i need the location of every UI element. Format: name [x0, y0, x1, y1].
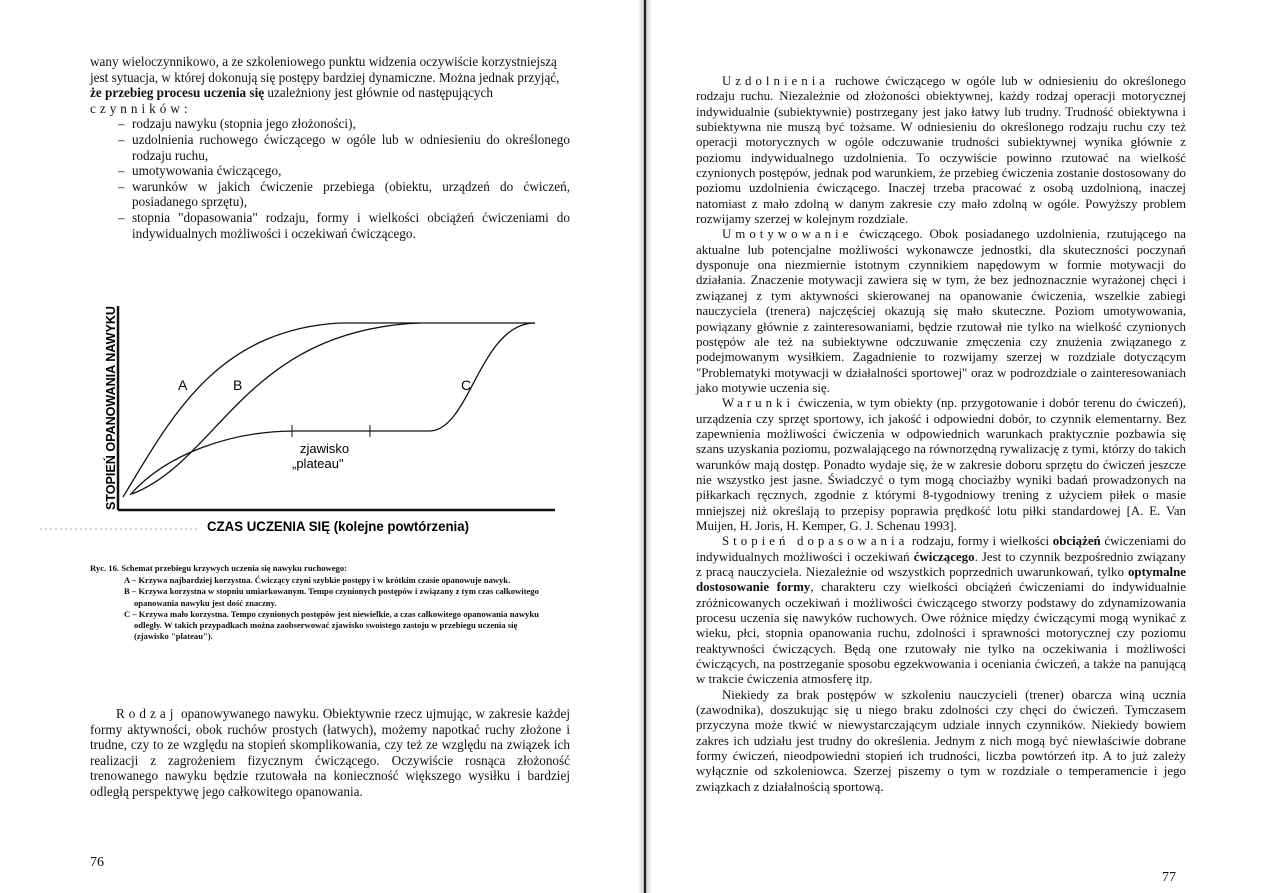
uzdolnienia-word: Uzdolnienia [722, 74, 829, 88]
right-page [652, 0, 1263, 893]
caption-item-c: C – Krzywa mało korzystna. Tempo czynionych postępów jest niewielkie, a czas całkowitego opanowania nawyku odległy. W takich przypadkach można zaobserwować zjawisko swoistego zastoju w przebiegu uczenia się (zjawisko "plateau"). [124, 608, 539, 642]
list-item: – umotywowania ćwiczącego, [118, 163, 570, 179]
list-item: – stopnia "dopasowania" rodzaju, formy i wielkości obciążeń ćwiczeniami do indywidualnych możliwości i oczekiwań ćwiczącego. [118, 210, 570, 241]
plateau-label-line-1: zjawisko [300, 441, 350, 456]
umotywowanie-text: ćwiczącego. Obok posiadanego uzdolnienia, rzutującego na aktualne lub potencjalne możliwości wykonawcze jednostki, dla skuteczności poczynań dysponuje ona niezmiernie istotnym czynnikiem napędowym w formie motywacji do działania. Znaczenie motywacji zawiera się w tym, że bez jednoznacznie wyrażonej chęci i związanej z tym aktywności skierowanej na opanowanie ćwiczenia, wszelkie zabiegi nauczyciela (trenera) najczęściej okazują się mało skuteczne. Poziom umotywowania, powiązany głównie z zainteresowaniami, będzie rzutował nie tylko na wielkość czynionych postępów ale też na subiektywne odczuwanie zmęczenia czy znużenia związanego z podejmowanym wysiłkiem. Zagadnienie to rozwijamy szerzej w rozdziale dotyczącym "Problematyki motywacji w działalności sportowej" oraz w podrozdziale o zainteresowaniach jako motywie uczenia się. [696, 227, 1186, 395]
stopien-text-a: rodzaju, formy i wielkości [908, 534, 1053, 549]
x-axis-label: CZAS UCZENIA SIĘ (kolejne powtórzenia) [207, 519, 469, 534]
paragraph-stopien [696, 534, 1186, 687]
caption-head: Ryc. 16. Schemat przebiegu krzywych uczenia się nawyku ruchowego: [90, 563, 348, 573]
curve-c-label: C [461, 377, 472, 393]
paragraph-uzdolnienia [696, 74, 1186, 227]
figure-caption [90, 563, 540, 642]
stopien-text-e: , charakteru czy wielkości obciążeń ćwiczeniami do indywidualnie zróżnicowanych oczekiwań i możliwości ćwiczącego stworzy podstawy do zdynamizowania procesu uczenia się nawyków ruchowych. Owe różnice między ćwiczącymi mogą wynikać z wieku, płci, stopnia opanowania ruchu, zdolności i sprawności motorycznej czy poziomu reaktywności ćwiczących. Będą one rzutowały nie tylko na oczekiwania i możliwości ćwiczących, na postrzeganie sposobu egzekwowania i oceniania ćwiczeń, a także na panującą w trakcie ćwiczenia atmosferę itp. [696, 580, 1186, 687]
rodzaj-text: opanowywanego nawyku. Obiektywnie rzecz ujmując, w zakresie każdej formy aktywności, obok ruchów prostych (łatwych), możemy napotkać ruchy złożone i trudne, czy to ze względu na stopień skomplikowania, czy też ze względu na związek ich realizacji z zagrożeniem fizycznym ćwiczącego. Oczywiście rosnąca złożoność trenowanego nawyku będzie rzutowała na konieczność większego wysiłku i bardziej odległą perspektywę jego całkowitego opanowania. [90, 706, 570, 799]
list-item: – warunków w jakich ćwiczenie przebiega (obiektu, urządzeń do ćwiczeń, posiadanego sprzętu), [118, 179, 570, 210]
y-axis-label: STOPIEŃ OPANOWANIA NAWYKU [103, 306, 118, 510]
list-item: – uzdolnienia ruchowego ćwiczącego w ogóle lub w odniesieniu do określonego rodzaju ruchu, [118, 132, 570, 163]
plateau-label-line-2: „plateau" [292, 456, 344, 471]
warunki-word: Warunki [722, 396, 795, 411]
intro-bold: że przebieg procesu uczenia się [90, 85, 265, 101]
uzdolnienia-text: ruchowe ćwiczącego w ogóle lub w odniesieniu do określonego rodzaju ruchu. Niezależnie od złożoności obiektywnej, każdy rodzaj operacji motorycznej indywidualnie (subiektywnie) postrzegany jest jako łatwy lub trudny. Trudność obiektywna i subiektywna nie muszą być tożsame. W odniesieniu do określonego rodzaju ruchu czy też operacji motorycznych w ogóle odczuwanie trudności subiektywnej wynika głównie z poziomu indywidualnego uzdolnienia. To oczywiście powinno rzutować na wielkość czynionych postępów, jednak pod warunkiem, że przebieg ćwiczenia zostanie dostosowany do poziomu uzdolnienia ćwiczącego. Inaczej trzeba pracować z osobą uzdolnioną, inaczej natomiast z mało zdolną w danym zakresie czy mało zdolną w ogóle. Powyższy problem rozwijamy szerzej w kolejnym rozdziale. [696, 74, 1186, 227]
intro-line-1: wany wieloczynnikowo, a ze szkoleniowego punktu widzenia oczywiście korzystniejszą [90, 54, 557, 69]
curve-b [132, 323, 420, 494]
paragraph-niekiedy: Niekiedy za brak postępów w szkoleniu nauczycieli (trener) obarcza winą ucznia (zawodnika), doszukując się u niego braku zdolności czy chęci do ćwiczeń. Tymczasem przyczyna może tkwić w niewystarczającym udziale innych czynników. Niekiedy bowiem zakres ich udziału jest trudny do określenia. Jednym z nich mogą być niewłaściwie dobrane formy ćwiczeń, nieodpowiedni stopień ich trudności, liczba powtórzeń itp. A to już zależy wyłącznie od szkoleniowca. Szerzej piszemy o tym w rozdziale o temperamencie i jego związkach z działalnością sportową. [696, 687, 1186, 794]
caption-item-b: B – Krzywa korzystna w stopniu umiarkowanym. Tempo czynionych postępów i związany z tym czas całkowitego opanowania nawyku jest dość znaczny. [124, 586, 539, 608]
paragraph-umotywowanie [696, 227, 1186, 396]
learning-curves-figure [0, 0, 640, 560]
list-item: – rodzaju nawyku (stopnia jego złożoności), [118, 116, 570, 132]
stopien-text-d: . Jest to czynnik bezpośrednio związany z pracą nauczyciela. Niezależnie od wszystkich poprzednich uwarunkowań, tylko [696, 549, 1187, 579]
stopien-word: Stopień dopasowania [722, 534, 909, 549]
rodzaj-paragraph [90, 706, 570, 800]
stopien-bold-2: ćwiczącego [913, 549, 975, 564]
intro-line-2: jest sytuacja, w której dokonują się postępy bardziej dynamiczne. Można jednak przyjąć, [90, 69, 560, 85]
caption-item-a: A – Krzywa najbardziej korzystna. Ćwiczący czyni szybkie postępy i w krótkim czasie opanowuje nawyk. [124, 575, 511, 586]
rodzaj-word: Rodzaj [116, 706, 178, 721]
warunki-text: ćwiczenia, w tym obiekty (np. przygotowanie i dobór terenu do ćwiczeń), urządzenia czy sprzęt sportowy, ich jakość i odpowiedni dobór, to czynnik elementarny. Bez zapewnienia możliwości ćwiczenia w odpowiednich warunkach praktycznie pozbawia się szans uzyskania poziomu, pozwalającego na równorzędną rywalizację z tymi, którzy do takich warunków mają dostęp. Ponadto wydaje się, że w zakresie doboru sprzętu do ćwiczeń jeszcze nie wszystko jest jasne. Świadczyć o tym mogą chociażby wyniki badań prowadzonych na piłkarkach ręcznych, zgodnie z którymi 8-tygodniowy trening z użyciem piłek o masie mniejszej niż określają to przepisy poprawia prędkość lotu piłki standardowej [A. E. Van Muijen, H. Joris, H. Kemper, G. J. Schenau 1993]. [696, 396, 1186, 533]
book-gutter [638, 0, 652, 893]
umotywowanie-word: Umotywowanie [722, 227, 853, 242]
stopien-bold-1: obciążeń [1052, 534, 1101, 549]
intro-tail: uzależniony jest głównie od następujących [264, 85, 493, 101]
curve-a-label: A [178, 377, 188, 393]
paragraph-warunki [696, 396, 1186, 534]
page-number-left: 76 [90, 855, 104, 870]
stopien-text-c: ćwiczeniami do indywidualnych możliwości i oczekiwań [696, 534, 1186, 564]
curve-b-label: B [233, 377, 243, 393]
intro-spaced: czynników: [90, 100, 192, 116]
page-number-right: 77 [1162, 870, 1176, 885]
right-body [696, 74, 1186, 795]
stopien-bold-3: optymalne dostosowanie formy [696, 565, 1186, 595]
